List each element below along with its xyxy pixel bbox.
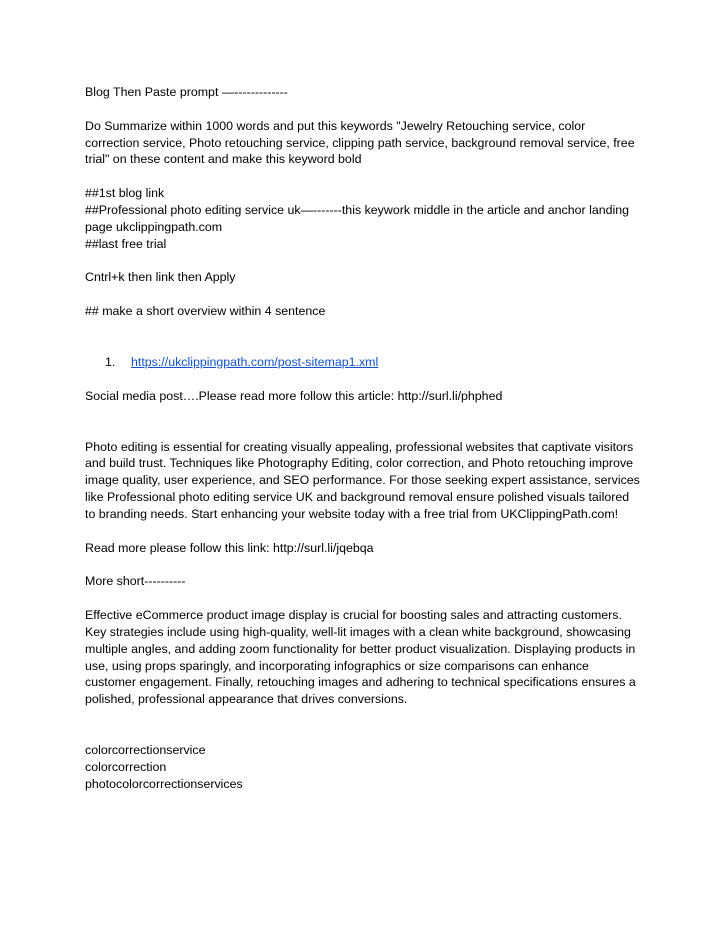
ecommerce-paragraph: Effective eCommerce product image display is crucial for boosting sales and attracting customers. Key strategies include using high-quality, well-lit images with a clean white background, showcasing multiple angles, and adding zoom functionality for better product visualization. Displaying products in use, using props sparingly, and incorporating infographics or size comparisons can enhance customer engagement. Finally, retouching images and adhering to technical specifications ensures a polished, professional appearance that drives conversions. [85, 608, 636, 707]
instruction-paragraph: Do Summarize within 1000 words and put this keywords "Jewelry Retouching service, color correction service, Photo retouching service, clipping path service, background removal service, free trial" on these content and make this keyword bold [85, 118, 635, 167]
tag-line: colorcorrection [85, 759, 167, 774]
list-item [85, 354, 641, 371]
overview-instruction: ## make a short overview within 4 sentence [85, 304, 326, 319]
sitemap-link[interactable]: https://ukclippingpath.com/post-sitemap1.xml [131, 354, 379, 369]
tag-line: colorcorrectionservice [85, 742, 206, 757]
cntrl-instruction: Cntrl+k then link then Apply [85, 270, 236, 285]
prompt-title: Blog Then Paste prompt —------------- [85, 85, 288, 99]
tag-line: photocolorcorrectionservices [85, 776, 243, 791]
anchor-instruction: ##Professional photo editing service uk—-------this keywork middle in the article and anchor landing page ukclippingpath.com [85, 202, 630, 234]
more-short-line: More short---------- [85, 574, 186, 589]
photo-editing-paragraph: Photo editing is essential for creating visually appealing, professional websites that captivate visitors and build trust. Techniques like Photography Editing, color correction, and Photo retouching improve image quality, user experience, and SEO performance. For those seeking expert assistance, services like Professional photo editing service UK and background removal ensure polished visuals tailored to branding needs. Start enhancing your website today with a free trial from UKClippingPath.com! [85, 439, 640, 521]
list-number: 1. [105, 354, 116, 369]
social-media-post: Social media post….Please read more follow this article: http://surl.li/phphed [85, 388, 503, 403]
document-body [85, 84, 641, 792]
last-free-trial-line: ##last free trial [85, 236, 167, 251]
read-more-line: Read more please follow this link: http://surl.li/jqebqa [85, 540, 374, 555]
blog-link-heading: ##1st blog link [85, 186, 165, 201]
